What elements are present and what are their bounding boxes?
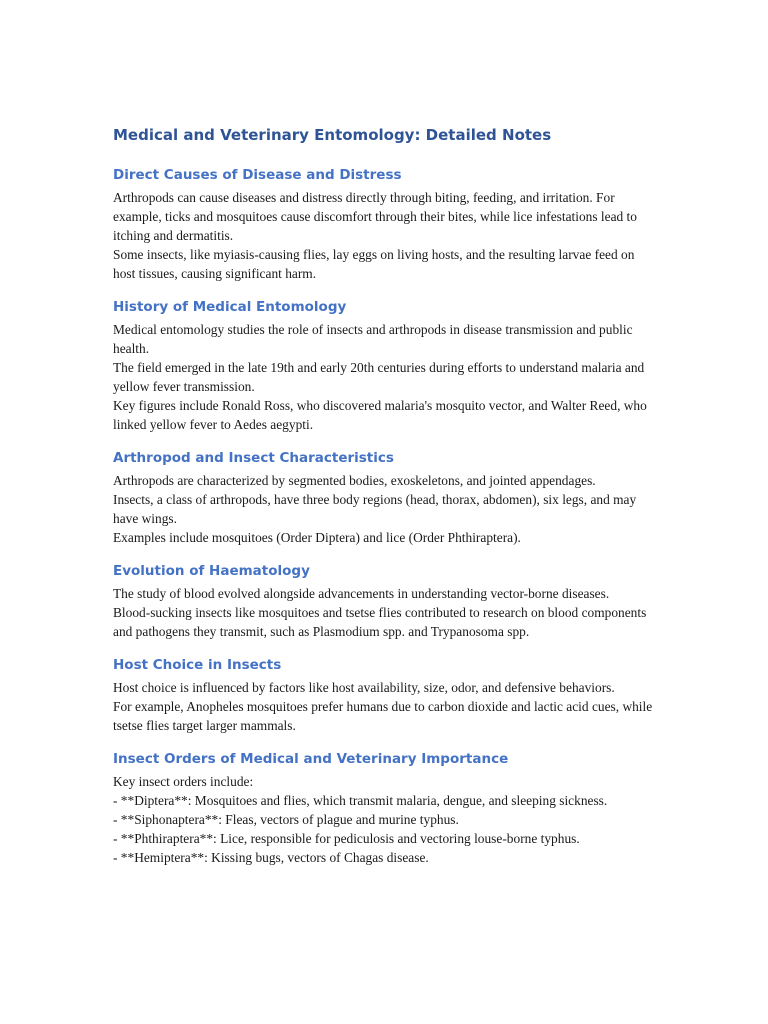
paragraph: Key figures include Ronald Ross, who discovered malaria's mosquito vector, and Walter Reed, who linked yellow fever to Aedes aegypti. xyxy=(113,398,647,432)
section-history xyxy=(113,297,658,434)
section-haematology xyxy=(113,561,658,641)
paragraph: Arthropods can cause diseases and distress directly through biting, feeding, and irritation. For example, ticks and mosquitoes cause discomfort through their bites, while lice infestations lead to itching and dermatitis. xyxy=(113,190,637,243)
paragraph: Host choice is influenced by factors like host availability, size, odor, and defensive behaviors. xyxy=(113,680,615,695)
section-insect-orders xyxy=(113,749,658,867)
list-item: - **Diptera**: Mosquitoes and flies, which transmit malaria, dengue, and sleeping sickness. xyxy=(113,793,608,808)
section-heading: Host Choice in Insects xyxy=(113,657,282,673)
section-heading: Evolution of Haematology xyxy=(113,563,310,579)
section-heading: History of Medical Entomology xyxy=(113,299,347,315)
paragraph: For example, Anopheles mosquitoes prefer humans due to carbon dioxide and lactic acid cues, while tsetse flies target larger mammals. xyxy=(113,699,653,733)
paragraph: Arthropods are characterized by segmented bodies, exoskeletons, and jointed appendages. xyxy=(113,473,596,488)
list-item: - **Siphonaptera**: Fleas, vectors of plague and murine typhus. xyxy=(113,812,459,827)
section-heading: Insect Orders of Medical and Veterinary Importance xyxy=(113,751,509,767)
section-direct-causes xyxy=(113,165,658,283)
paragraph: The field emerged in the late 19th and early 20th centuries during efforts to understand malaria and yellow fever transmission. xyxy=(113,360,645,394)
paragraph: Some insects, like myiasis-causing flies, lay eggs on living hosts, and the resulting larvae feed on host tissues, causing significant harm. xyxy=(113,247,635,281)
section-characteristics xyxy=(113,448,658,547)
document-page xyxy=(113,124,658,867)
section-heading: Direct Causes of Disease and Distress xyxy=(113,167,402,183)
paragraph: Blood-sucking insects like mosquitoes and tsetse flies contributed to research on blood components and pathogens they transmit, such as Plasmodium spp. and Trypanosoma spp. xyxy=(113,605,647,639)
section-host-choice xyxy=(113,655,658,735)
document-title: Medical and Veterinary Entomology: Detailed Notes xyxy=(113,126,552,144)
paragraph: Medical entomology studies the role of insects and arthropods in disease transmission and public health. xyxy=(113,322,633,356)
paragraph: Key insect orders include: xyxy=(113,774,254,789)
paragraph: Examples include mosquitoes (Order Diptera) and lice (Order Phthiraptera). xyxy=(113,530,521,545)
section-heading: Arthropod and Insect Characteristics xyxy=(113,450,394,466)
paragraph: Insects, a class of arthropods, have three body regions (head, thorax, abdomen), six legs, and may have wings. xyxy=(113,492,637,526)
paragraph: The study of blood evolved alongside advancements in understanding vector-borne diseases. xyxy=(113,586,610,601)
list-item: - **Hemiptera**: Kissing bugs, vectors of Chagas disease. xyxy=(113,850,429,865)
list-item: - **Phthiraptera**: Lice, responsible for pediculosis and vectoring louse-borne typhus. xyxy=(113,831,580,846)
